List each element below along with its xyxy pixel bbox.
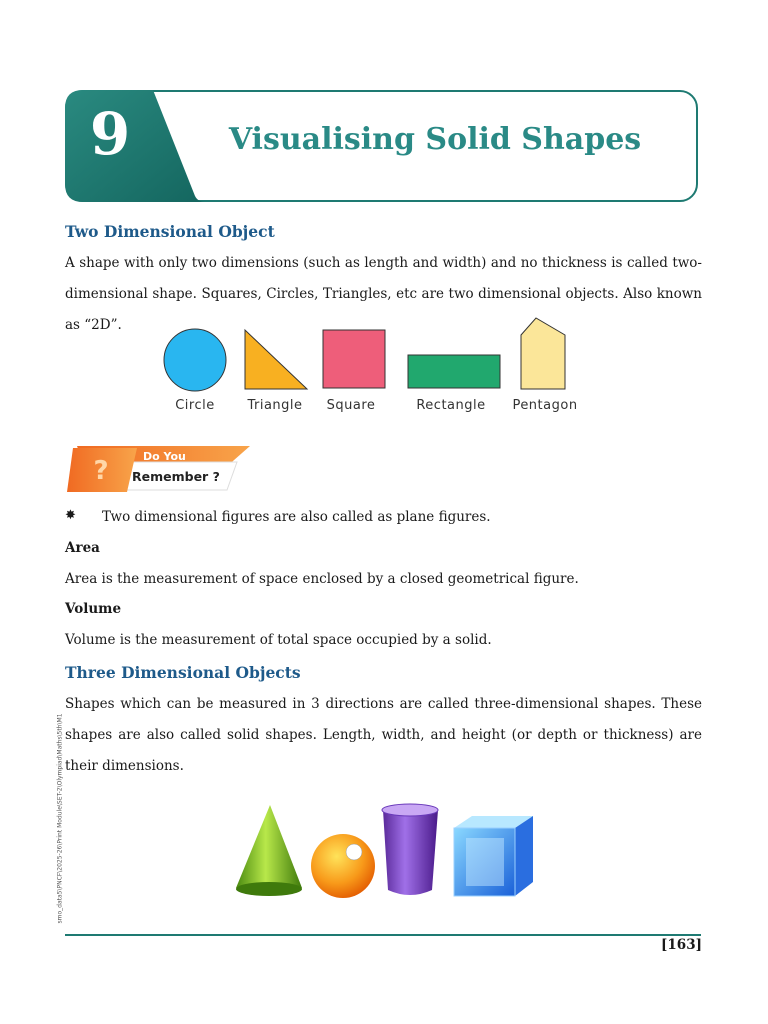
three-d-shapes-figure xyxy=(228,800,538,902)
volume-heading: Volume xyxy=(65,601,122,617)
area-heading: Area xyxy=(65,540,100,556)
do-you-remember-banner xyxy=(65,444,255,496)
cylinder-solid xyxy=(382,804,438,895)
chapter-number: 9 xyxy=(89,100,131,168)
footer-rule xyxy=(65,934,701,936)
shape-label-triangle: Triangle xyxy=(247,398,303,413)
square-shape xyxy=(323,330,385,388)
bullet-text: Two dimensional figures are also called as plane figures. xyxy=(102,509,491,525)
page-number: [163] xyxy=(661,937,702,953)
two-d-heading: Two Dimensional Object xyxy=(65,222,275,241)
triangle-shape xyxy=(245,330,307,389)
cone-solid xyxy=(236,805,302,896)
volume-text: Volume is the measurement of total space occupied by a solid. xyxy=(65,632,492,648)
circle-shape xyxy=(164,329,226,391)
bullet-star-icon: ✸ xyxy=(65,508,76,523)
three-d-heading: Three Dimensional Objects xyxy=(65,663,301,682)
area-text: Area is the measurement of space enclosed by a closed geometrical figure. xyxy=(65,571,579,587)
shape-label-square: Square xyxy=(326,398,376,413)
three-d-paragraph: Shapes which can be measured in 3 directions are called three-dimensional shapes. These shapes are also called solid shapes. Length, width, and height (or depth or thickness) are their dimensions. xyxy=(65,696,702,774)
remember-top-text: Do You xyxy=(143,450,186,463)
shape-label-circle: Circle xyxy=(175,398,215,413)
shape-label-pentagon: Pentagon xyxy=(512,398,578,413)
chapter-title: Visualising Solid Shapes xyxy=(228,122,642,157)
remember-bottom-text: Remember ? xyxy=(132,469,220,484)
question-mark-icon: ? xyxy=(93,456,109,486)
two-d-shapes-figure xyxy=(150,310,600,400)
side-file-path: smo_data5\PNCF\2025-26\Print Module\SET-2\Olympiad\Maths\5th\M1 xyxy=(56,713,64,924)
pentagon-shape xyxy=(521,318,565,389)
rectangle-shape xyxy=(408,355,500,388)
cube-solid xyxy=(454,816,533,896)
shape-label-rectangle: Rectangle xyxy=(416,398,486,413)
two-d-paragraph: A shape with only two dimensions (such as length and width) and no thickness is called two-dimensional shape. Squares, Circles, Triangles, etc are two dimensional objects. Also known as “2D”. xyxy=(65,255,702,333)
sphere-solid xyxy=(311,834,375,898)
